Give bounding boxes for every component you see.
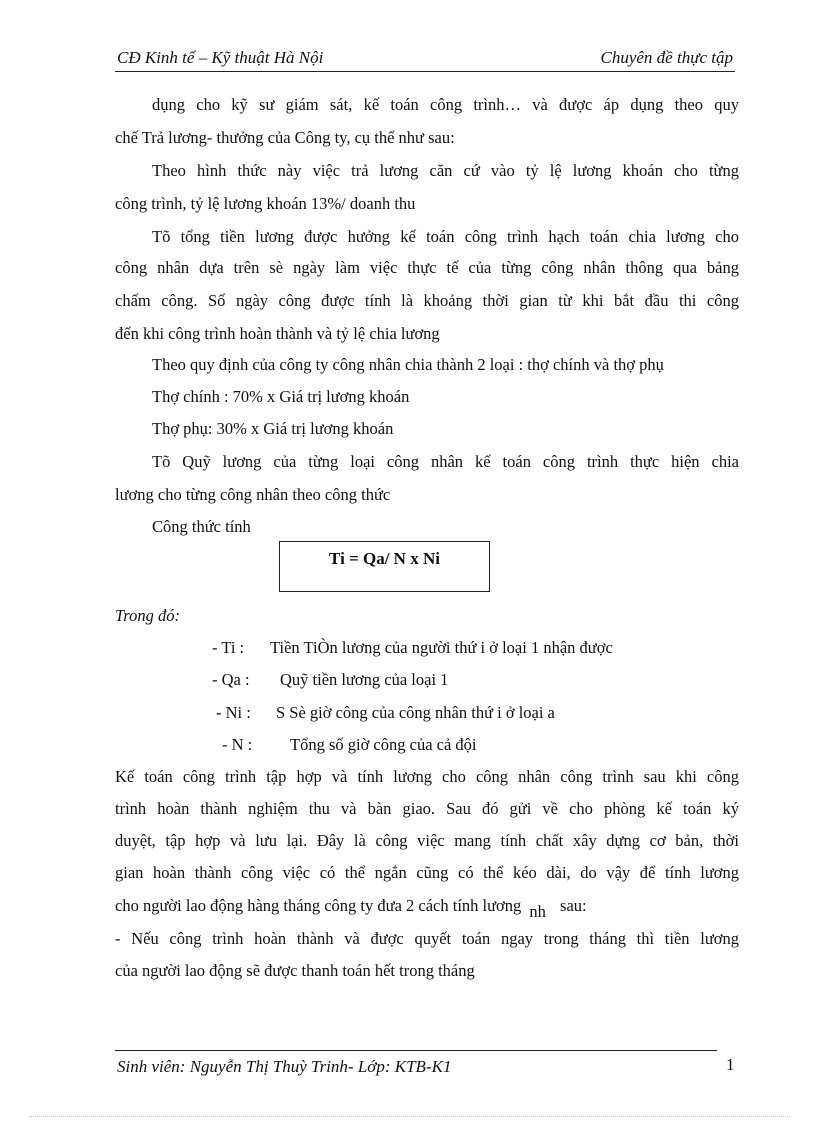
body-line-4: công trình, tỷ lệ lương khoán 13%/ doanh thu — [115, 194, 416, 213]
header-rule — [115, 71, 735, 72]
body-line-5: Tõ tổng tiền lương được hưởng kế toán công trình hạch toán chia lương cho — [152, 227, 739, 246]
body-line-1: dụng cho kỹ sư giám sát, kế toán công trình… và được áp dụng theo quy — [152, 95, 739, 114]
body2-line-5-end: sau: — [560, 896, 587, 915]
formula-box — [279, 541, 490, 592]
body2-line-7: của người lao động sẽ được thanh toán hết trong tháng — [115, 961, 475, 980]
body-line-2: chế Trả lương- thưởng của Công ty, cụ thể như sau: — [115, 128, 455, 147]
body2-line-6: - Nếu công trình hoàn thành và được quyết toán ngay trong tháng thì tiền lương — [115, 929, 739, 948]
body2-line-5 — [115, 896, 587, 921]
definition-qa-text: Quỹ tiền lương của loại 1 — [280, 670, 449, 689]
body-line-7: chấm công. Số ngày công được tính là khoảng thời gian từ khi bắt đầu thi công — [115, 291, 739, 310]
definition-n-term: - N : — [222, 735, 253, 754]
page-number: 1 — [726, 1055, 735, 1074]
formula-text: Ti = Qa/ N x Ni — [329, 549, 440, 568]
definition-ti-term: - Ti : — [212, 638, 245, 657]
body-line-11: Thợ phụ: 30% x Giá trị lương khoán — [152, 419, 394, 438]
body2-line-5-main: cho người lao động hàng tháng công ty đưa 2 cách tính lương — [115, 896, 522, 915]
body2-line-4: gian hoàn thành công việc có thể ngắn cũng có thể kéo dài, do vậy để tính lương — [115, 863, 739, 882]
definition-n-text: Tổng số giờ công của cả đội — [290, 735, 477, 754]
body-line-12: Tõ Quỹ lương của từng loại công nhân kế toán công trình thực hiện chia — [152, 452, 739, 471]
body-line-8: đến khi công trình hoàn thành và tỷ lệ chia lương — [115, 324, 440, 343]
page-bottom-dotted-edge — [30, 1116, 790, 1117]
body-line-13: lương cho từng công nhân theo công thức — [115, 485, 391, 504]
where-label: Trong đó: — [115, 606, 180, 625]
header-report-title: Chuyên đề thực tập — [600, 48, 733, 67]
footer-student: Sinh viên: Nguyễn Thị Thuỳ Trinh- Lớp: KTB-K1 — [117, 1057, 452, 1076]
body-line-14: Công thức tính — [152, 517, 251, 536]
footer-rule — [115, 1050, 717, 1051]
body2-line-2: trình hoàn thành nghiệm thu và bàn giao. Sau đó gửi về cho phòng kế toán ký — [115, 799, 739, 818]
definition-ni-term: - Ni : — [216, 703, 251, 722]
definition-ti-text: Tiền TiÒn lương của người thứ i ở loại 1 nhận được — [270, 638, 613, 657]
header-school-name: CĐ Kinh tế – Kỹ thuật Hà Nội — [117, 48, 324, 67]
body-line-6: công nhân dựa trên sè ngày làm việc thực tế của từng công nhân thông qua bảng — [115, 258, 739, 277]
body-line-10: Thợ chính : 70% x Giá trị lương khoán — [152, 387, 410, 406]
body-line-3: Theo hình thức này việc trả lương căn cứ vào tỷ lệ lương khoán cho từng — [152, 161, 739, 180]
body-line-9: Theo quy định của công ty công nhân chia thành 2 loại : thợ chính và thợ phụ — [152, 355, 664, 374]
definition-ni-text: S Sè giờ công của công nhân thứ i ở loại a — [276, 703, 555, 722]
body2-line-5-fragment: nh — [529, 902, 546, 921]
definition-qa-term: - Qa : — [212, 670, 250, 689]
body2-line-3: duyệt, tập hợp và lưu lại. Đây là công việc mang tính chất xây dựng cơ bản, thời — [115, 831, 739, 850]
body2-line-1: Kế toán công trình tập hợp và tính lương cho công nhân công trình sau khi công — [115, 767, 739, 786]
